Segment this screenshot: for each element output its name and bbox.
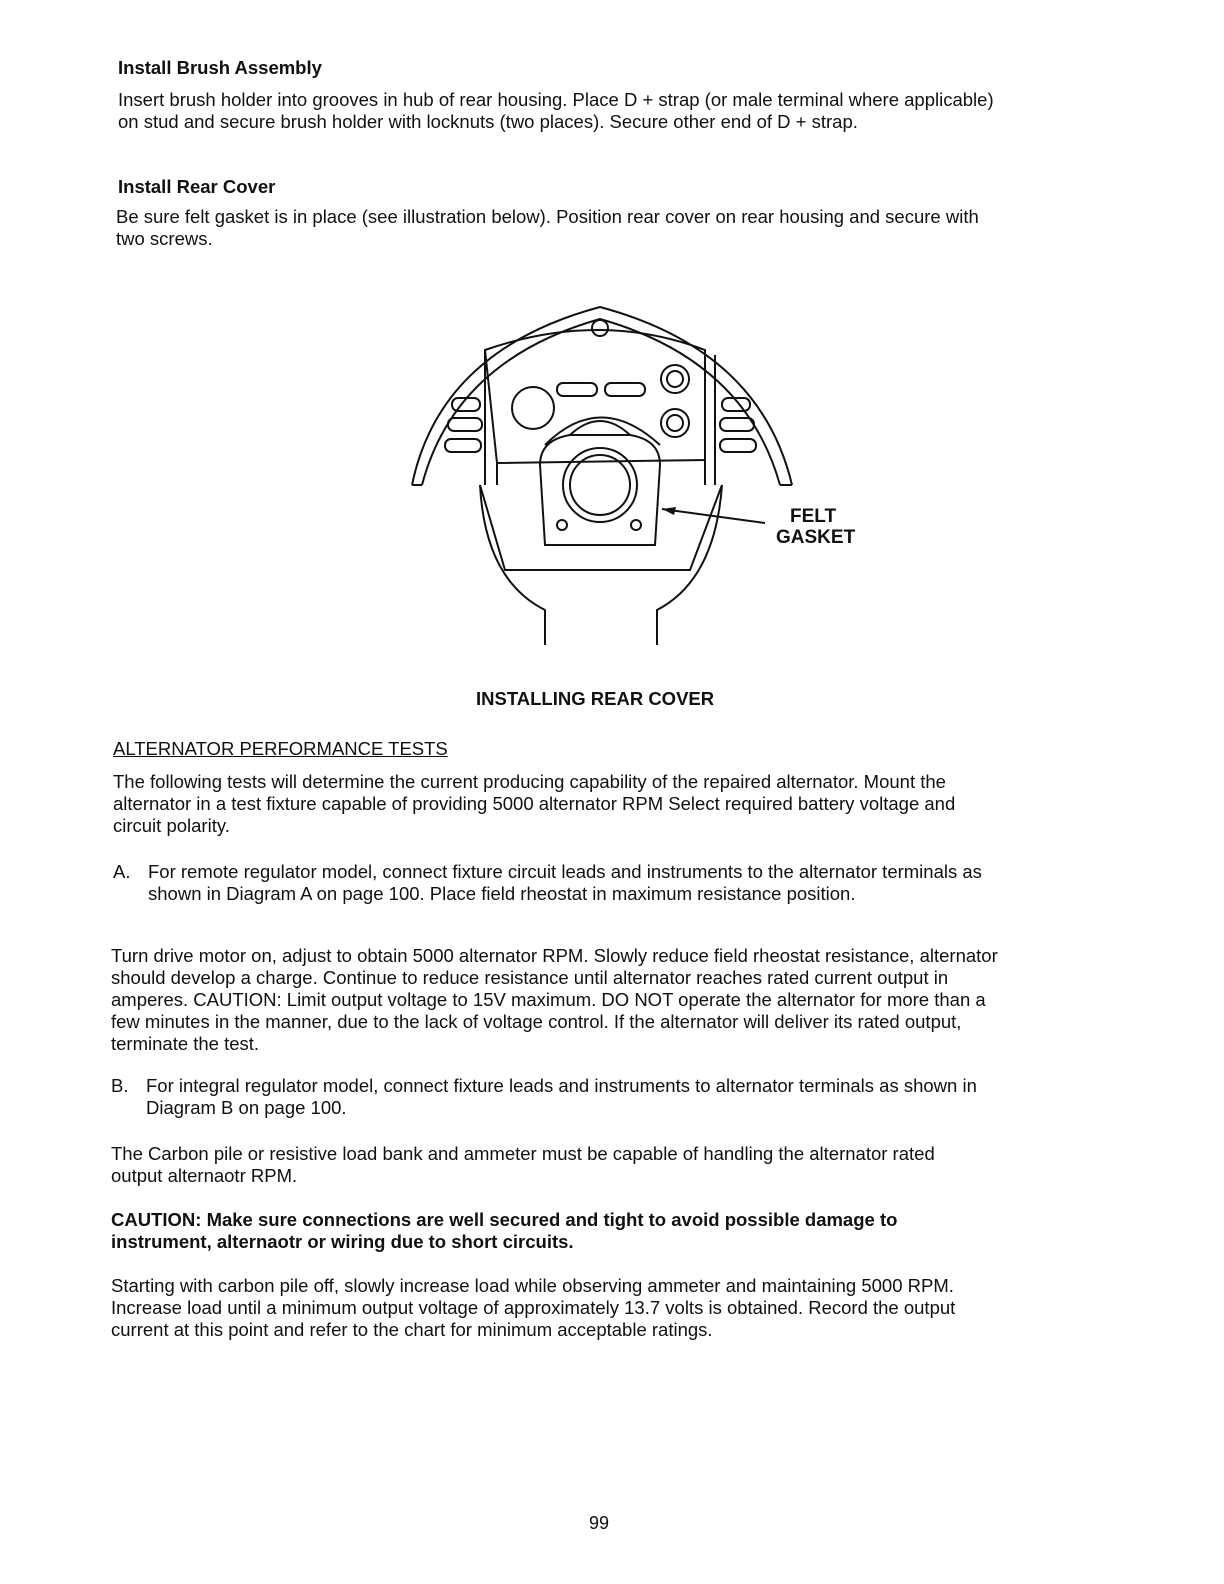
performance-heading: ALTERNATOR PERFORMANCE TESTS [113, 738, 448, 759]
right-slot-3 [720, 439, 756, 452]
left-slot-3 [445, 439, 481, 452]
page-number: 99 [589, 1513, 610, 1533]
felt-gasket-label-line1: FELT [790, 506, 837, 527]
housing-inner-arc [422, 319, 780, 485]
list-item-b-text: For integral regulator model, connect fixture leads and instruments to alternator terminals as shown in Diagram B on page 100. [146, 1075, 977, 1118]
gasket-hole-right [631, 520, 641, 530]
oval-terminal-2 [605, 383, 645, 396]
rear-cover-text: Be sure felt gasket is in place (see illustration below). Position rear cover on rear housing and secure with two screws. [116, 206, 979, 249]
drive-paragraph: Turn drive motor on, adjust to obtain 5000 alternator RPM. Slowly reduce field rheostat resistance, alternator should develop a charge. Continue to reduce resistance until alternator reaches rated current output in amperes. CAUTION: Limit output voltage to 15V maximum. DO NOT operate the alternator for more than a few minutes in the manner, due to the lack of voltage control. If the alternator will deliver its rated output, terminate the test. [111, 945, 998, 1054]
list-item-a-text: For remote regulator model, connect fixture circuit leads and instruments to the alternator terminals as shown in Diagram A on page 100. Place field rheostat in maximum resistance position. [148, 861, 982, 904]
round-terminal [512, 387, 554, 429]
list-item-a-letter: A. [113, 861, 131, 882]
performance-intro: The following tests will determine the current producing capability of the repaired alternator. Mount the alternator in a test fixture capable of providing 5000 alternator RPM Select required battery voltage and circuit polarity. [113, 771, 956, 836]
list-item-b [111, 1075, 1001, 1123]
brush-heading: Install Brush Assembly [118, 57, 322, 78]
right-slot-2 [720, 418, 754, 431]
felt-gasket-label-line2: GASKET [776, 527, 856, 548]
rear-cover-heading: Install Rear Cover [118, 176, 276, 197]
felt-gasket-label [776, 506, 856, 548]
carbon-paragraph: The Carbon pile or resistive load bank and ammeter must be capable of handling the alternator rated output alternaotr RPM. [111, 1143, 935, 1186]
gasket-hole-left [557, 520, 567, 530]
list-item-b-letter: B. [111, 1075, 129, 1096]
oval-terminal-1 [557, 383, 597, 396]
rear-cover-plate [485, 330, 705, 463]
top-screw [592, 320, 608, 336]
left-slot-2 [448, 418, 482, 431]
felt-gasket-leader [662, 509, 765, 523]
start-paragraph: Starting with carbon pile off, slowly increase load while observing ammeter and maintaining 5000 RPM. Increase load until a minimum output voltage of approximately 13.7 volts is obtained. Record the output current at this point and refer to the chart for minimum acceptable ratings. [111, 1275, 956, 1340]
list-item-a [113, 861, 1003, 931]
brush-text: Insert brush holder into grooves in hub of rear housing. Place D + strap (or male terminal where applicable) on stud and secure brush holder with locknuts (two places). Secure other end of D + strap. [118, 89, 994, 132]
gasket-bore [563, 448, 637, 522]
caution-paragraph: CAUTION: Make sure connections are well secured and tight to avoid possible damage to instrument, alternaotr or wiring due to short circuits. [111, 1209, 898, 1252]
figure-caption: INSTALLING REAR COVER [476, 688, 715, 709]
rear-cover-illustration [400, 295, 800, 655]
